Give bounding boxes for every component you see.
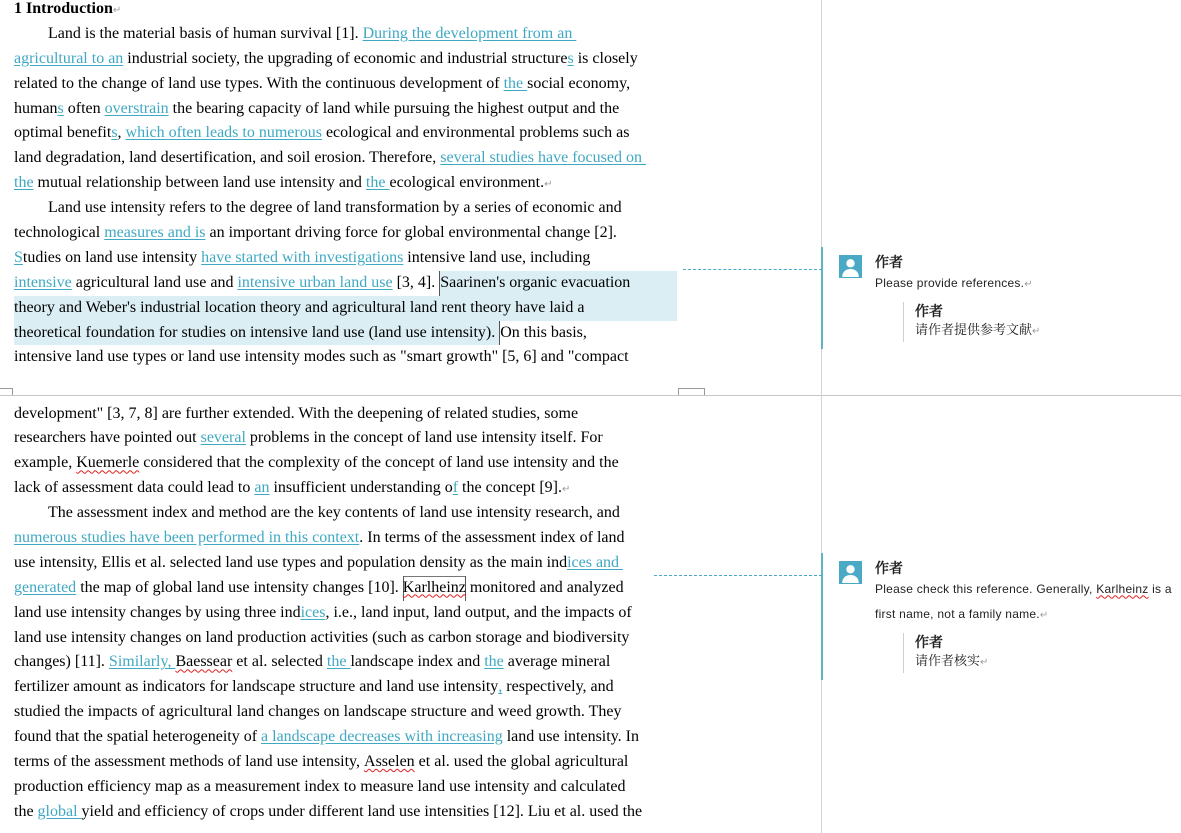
comment-text[interactable]	[875, 271, 1033, 297]
text-run: industrial society, the upgrading of economic and industrial structure	[123, 49, 568, 67]
paragraph-mark: ↵	[1039, 609, 1049, 621]
text-line	[14, 725, 677, 750]
reply-text[interactable]	[915, 321, 1040, 342]
text-run: yield and efficiency of crops under different land use intensities [12]. Liu et al. used the	[81, 802, 643, 820]
text-line	[14, 296, 677, 321]
page-2[interactable]	[14, 402, 677, 825]
commented-text: Saarinen's organic evacuation	[439, 271, 630, 296]
reply-author: 作者	[915, 634, 943, 650]
inserted-text: the	[503, 74, 528, 92]
misspelled-word: Karlheinz	[403, 576, 466, 601]
text-run: terms of the assessment methods of land use intensity,	[14, 752, 365, 770]
text-run: use intensity, Ellis et al. selected land use types and population density as the main ind	[14, 553, 568, 571]
text-line	[14, 700, 677, 725]
text-line	[14, 171, 677, 196]
text-run: mutual relationship between land use intensity and	[33, 174, 366, 192]
text-run: agricultural land use and	[71, 273, 238, 291]
misspelled-word: Karlheinz	[1096, 581, 1149, 596]
text-line	[14, 72, 677, 97]
text-line	[14, 97, 677, 122]
paragraph-mark: ↵	[544, 179, 553, 191]
paragraph	[14, 402, 677, 502]
text-line	[14, 246, 677, 271]
text-run: 请作者提供参考文献	[915, 323, 1033, 338]
inserted-text: ices and	[567, 553, 624, 571]
text-run: lack of assessment data could lead to	[14, 479, 255, 497]
text-run: land degradation, land desertification, and soil erosion. Therefore,	[14, 149, 441, 167]
inserted-text: Similarly,	[108, 653, 176, 671]
commented-text: theory and Weber's industrial location theory and agricultural land rent theory have laid a	[14, 296, 584, 321]
page-1[interactable]	[14, 0, 677, 370]
text-run: an important driving force for global environmental change [2].	[205, 224, 617, 242]
text-run: Please provide references.	[875, 275, 1025, 290]
text-line	[14, 576, 677, 601]
text-run: the concept [9].	[458, 479, 562, 497]
text-run: considered that the complexity of the concept of land use intensity and the	[139, 454, 619, 472]
text-run: development" [3, 7, 8] are further extended. With the deepening of related studies, some	[14, 404, 579, 422]
text-run: studied the impacts of agricultural land changes on landscape structure and weed growth. They	[14, 703, 622, 721]
text-run: . In terms of the assessment index of land	[359, 528, 625, 546]
text-line	[14, 551, 677, 576]
text-line	[14, 22, 677, 47]
text-line	[875, 271, 1033, 297]
text-run: respectively, and	[502, 678, 614, 696]
text-run: [3, 4].	[392, 273, 440, 291]
text-line	[875, 602, 1172, 628]
inserted-text: s	[57, 99, 64, 117]
inserted-text: s	[567, 49, 574, 67]
text-run: the	[14, 802, 38, 820]
misspelled-word: Kuemerle	[76, 454, 140, 472]
text-run: , i.e., land input, land output, and the impacts of	[325, 603, 632, 621]
inserted-text: ices	[300, 603, 326, 621]
inserted-text: the	[484, 653, 504, 671]
text-run: related to the change of land use types. With the continuous development of	[14, 74, 504, 92]
text-run: researchers have pointed out	[14, 429, 201, 447]
inserted-text: have started with investigations	[201, 248, 404, 266]
comment-highlight-fill	[584, 296, 677, 321]
paragraph-mark: ↵	[562, 484, 571, 496]
inserted-text: f	[452, 479, 459, 497]
heading-text: 1 Introduction	[14, 0, 113, 17]
paragraph-mark: ↵	[1032, 326, 1041, 337]
inserted-text: S	[14, 248, 23, 266]
text-run: often	[63, 99, 105, 117]
comment-connector	[654, 575, 822, 576]
inserted-text: a landscape decreases with increasing	[261, 728, 503, 746]
comment-highlight-fill	[630, 271, 677, 296]
text-run: technological	[14, 224, 105, 242]
text-line	[14, 321, 677, 346]
page-break-line	[0, 395, 1181, 396]
text-run: monitored and analyzed	[465, 578, 624, 596]
text-run: average mineral	[503, 653, 611, 671]
text-line	[14, 601, 677, 626]
text-run: et al. selected	[232, 653, 327, 671]
text-run: Land use intensity refers to the degree of land transformation by a series of economic and	[48, 199, 622, 217]
paragraph-mark: ↵	[112, 5, 122, 16]
inserted-text: several	[200, 429, 246, 447]
inserted-text: overstrain	[104, 99, 169, 117]
text-run: changes) [11].	[14, 653, 109, 671]
reply-text[interactable]	[915, 652, 988, 673]
text-run: insufficient understanding o	[269, 479, 453, 497]
paragraph	[14, 22, 677, 196]
text-line	[14, 750, 677, 775]
misspelled-word: Baessear	[175, 653, 233, 671]
commented-text: theoretical foundation for studies on intensive land use (land use intensity).	[14, 321, 499, 346]
text-run: The assessment index and method are the key contents of land use intensity research, and	[48, 504, 620, 522]
inserted-text: several studies have focused on	[440, 149, 646, 167]
text-run: the map of global land use intensity changes [10].	[76, 578, 403, 596]
text-line	[14, 526, 677, 551]
text-run: first name, not a family name.	[875, 606, 1040, 621]
text-line	[14, 650, 677, 675]
text-line	[14, 121, 677, 146]
text-run: On this basis,	[499, 321, 587, 346]
comment-range-bar	[821, 247, 823, 349]
text-line	[14, 451, 677, 476]
text-line	[14, 271, 677, 296]
inserted-text: intensive	[14, 273, 72, 291]
inserted-text: ,	[498, 678, 503, 696]
text-run: is closely	[573, 49, 638, 67]
text-run: is a	[1148, 581, 1172, 596]
text-line	[14, 146, 677, 171]
inserted-text: agricultural to an	[14, 49, 124, 67]
comment-author: 作者	[875, 560, 903, 576]
inserted-text: measures and is	[104, 224, 206, 242]
text-run: the bearing capacity of land while pursuing the highest output and the	[168, 99, 620, 117]
inserted-text: intensive urban land use	[237, 273, 393, 291]
text-run: found that the spatial heterogeneity of	[14, 728, 262, 746]
misspelled-word: Asselen	[364, 752, 415, 770]
text-run: human	[14, 99, 58, 117]
text-line	[14, 47, 677, 72]
inserted-text: the	[14, 174, 34, 192]
text-line	[14, 675, 677, 700]
text-line	[915, 321, 1040, 342]
text-line	[14, 501, 677, 526]
inserted-text: the	[365, 174, 390, 192]
text-line	[14, 626, 677, 651]
text-run: 请作者核实	[915, 654, 981, 669]
text-run: intensive land use types or land use intensity modes such as "smart growth" [5, 6] and "compact	[14, 348, 629, 366]
text-run: land use intensity changes on land production activities (such as carbon storage and biodiversity	[14, 628, 630, 646]
text-run: intensive land use, including	[403, 248, 591, 266]
text-run: landscape index and	[350, 653, 485, 671]
text-run: social economy,	[527, 74, 631, 92]
inserted-text: global	[37, 802, 82, 820]
text-run: fertilizer amount as indicators for landscape structure and land use intensity	[14, 678, 499, 696]
paragraph	[14, 501, 677, 825]
text-run: tudies on land use intensity	[22, 248, 202, 266]
paragraph-mark: ↵	[1024, 278, 1033, 290]
paragraph-mark: ↵	[980, 657, 989, 668]
text-run: land use intensity changes by using three ind	[14, 603, 301, 621]
text-run: Please check this reference. Generally,	[875, 581, 1097, 596]
text-run: problems in the concept of land use intensity itself. For	[245, 429, 603, 447]
inserted-text: generated	[14, 578, 77, 596]
text-line	[14, 345, 677, 370]
inserted-text: the	[326, 653, 351, 671]
comment-connector	[683, 269, 822, 270]
text-run: production efficiency map as a measurement index to measure land use intensity and calculated	[14, 777, 626, 795]
text-line	[14, 196, 677, 221]
text-line	[14, 0, 677, 22]
section-heading	[14, 0, 677, 22]
user-avatar-icon	[839, 255, 862, 278]
text-line	[14, 775, 677, 800]
comment-author: 作者	[875, 254, 903, 270]
inserted-text: s	[111, 124, 118, 142]
text-run: ecological and environmental problems such as	[321, 124, 630, 142]
inserted-text: During the development from an	[362, 24, 577, 42]
comment-range-bar	[821, 553, 823, 680]
reply-thread-line	[903, 633, 904, 673]
reply-author: 作者	[915, 303, 943, 319]
text-line	[14, 800, 677, 825]
text-run: Land is the material basis of human survival [1].	[48, 24, 363, 42]
text-run: example,	[14, 454, 77, 472]
reply-thread-line	[903, 302, 904, 342]
comment-text[interactable]	[875, 577, 1172, 628]
inserted-text: an	[254, 479, 270, 497]
text-run: land use intensity. In	[502, 728, 639, 746]
text-line	[14, 402, 677, 427]
text-run: et al. used the global agricultural	[414, 752, 629, 770]
inserted-text: which often leads to numerous	[125, 124, 322, 142]
text-run: ,	[117, 124, 126, 142]
text-run: ecological environment.	[389, 174, 545, 192]
paragraph	[14, 196, 677, 370]
text-line	[14, 426, 677, 451]
text-line	[875, 577, 1172, 602]
text-line	[14, 221, 677, 246]
text-line	[915, 652, 988, 673]
text-run: optimal benefit	[14, 124, 112, 142]
user-avatar-icon	[839, 561, 862, 584]
text-line	[14, 476, 677, 501]
comments-pane-divider	[821, 0, 822, 833]
inserted-text: numerous studies have been performed in this context	[14, 528, 360, 546]
